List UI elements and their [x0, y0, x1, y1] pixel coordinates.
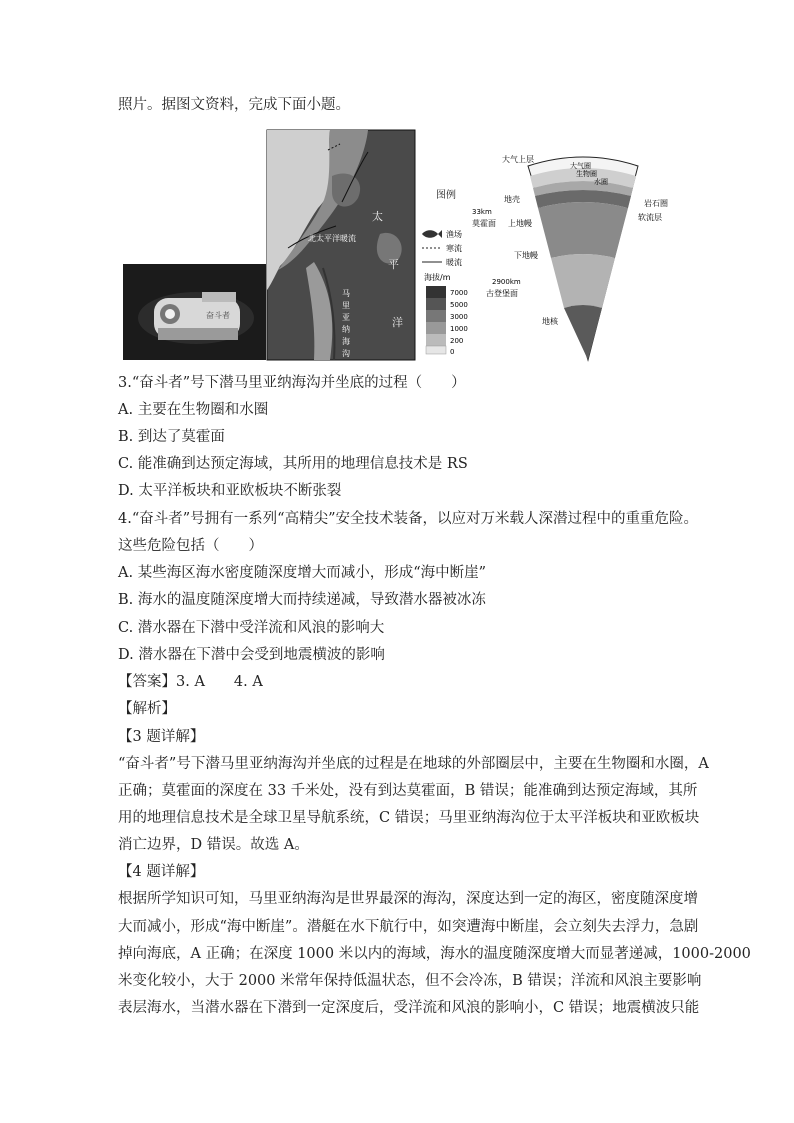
- q4-option-b: B. 海水的温度随深度增大而持续递减，导致潜水器被冰冻: [118, 592, 486, 608]
- map-label-ping: 平: [388, 258, 399, 271]
- detail4-heading: 【4 题详解】: [118, 864, 205, 880]
- q4-stem-line-2: 这些危险包括（ ）: [118, 538, 263, 554]
- earth-label-hydrosphere: 水圈: [594, 178, 608, 186]
- legend-warm: 暖流: [446, 258, 462, 267]
- map-legend: [422, 188, 468, 356]
- detail3-line-1: “奋斗者”号下潜马里亚纳海沟并坐底的过程是在地球的外部圈层中，主要在生物圈和水圈，A: [118, 756, 709, 772]
- earth-label-lithosphere: 岩石圈: [644, 199, 668, 208]
- intro-text: 照片。据图文资料，完成下面小题。: [118, 97, 350, 113]
- legend-elev-7000: 7000: [450, 289, 468, 297]
- submarine-photo: [123, 264, 266, 360]
- q3-option-d: D. 太平洋板块和亚欧板块不断张裂: [118, 483, 342, 499]
- legend-fishery: 渔场: [446, 230, 462, 239]
- legend-elev-3000: 3000: [450, 313, 468, 321]
- pacific-map: [267, 130, 415, 360]
- q4-option-d: D. 潜水器在下潜中会受到地震横波的影响: [118, 647, 385, 663]
- earth-label-upper-mantle: 上地幔: [508, 219, 532, 228]
- legend-elevation-title: 海拔/m: [424, 273, 451, 282]
- detail4-line-5: 表层海水，当潜水器在下潜到一定深度后，受洋流和风浪的影响小，C 错误；地震横波只能: [118, 1000, 700, 1016]
- earth-label-biosphere: 生物圈: [576, 170, 597, 178]
- legend-elev-5000: 5000: [450, 301, 468, 309]
- q3-option-b: B. 到达了莫霍面: [118, 429, 225, 445]
- trench-char-4: 纳: [342, 325, 350, 334]
- map-label-current: 北太平洋暖流: [308, 234, 356, 243]
- earth-label-lower-mantle: 下地幔: [514, 251, 538, 260]
- map-label-tai: 太: [372, 210, 383, 223]
- legend-title: 图例: [436, 190, 456, 201]
- legend-elev-1000: 1000: [450, 325, 468, 333]
- detail3-heading: 【3 题详解】: [118, 729, 205, 745]
- q4-option-c: C. 潜水器在下潜中受洋流和风浪的影响大: [118, 620, 385, 636]
- detail4-line-2: 大而减小，形成“海中断崖”。潜艇在水下航行中，如突遭海中断崖，会立刻失去浮力，急剧: [118, 919, 699, 935]
- earth-label-2900km: 2900km: [492, 278, 521, 286]
- q3-option-a: A. 主要在生物圈和水圈: [118, 402, 269, 418]
- earth-label-33km: 33km: [472, 208, 492, 216]
- fish-icon: [422, 230, 442, 238]
- earth-structure-diagram: [472, 154, 668, 360]
- map-label-yang: 洋: [392, 316, 403, 329]
- q3-stem: 3.“奋斗者”号下潜马里亚纳海沟并坐底的过程（ ）: [118, 375, 466, 391]
- detail3-line-3: 用的地理信息技术是全球卫星导航系统，C 错误；马里亚纳海沟位于太平洋板块和亚欧板块: [118, 810, 700, 826]
- detail3-line-4: 消亡边界，D 错误。故选 A。: [118, 837, 309, 853]
- legend-elev-200: 200: [450, 337, 464, 345]
- trench-char-3: 亚: [342, 313, 350, 322]
- detail4-line-1: 根据所学知识可知，马里亚纳海沟是世界最深的海沟，深度达到一定的海区，密度随深度增: [118, 891, 698, 907]
- legend-elev-0: 0: [450, 348, 455, 356]
- earth-label-core: 地核: [542, 317, 558, 326]
- earth-label-moho: 莫霍面: [472, 219, 496, 228]
- analysis-heading: 【解析】: [118, 701, 176, 717]
- trench-char-5: 海: [342, 337, 350, 346]
- q4-option-a: A. 某些海区海水密度随深度增大而减小，形成“海中断崖”: [118, 565, 487, 581]
- trench-char-1: 马: [342, 289, 350, 298]
- q4-stem-line-1: 4.“奋斗者”号拥有一系列“高精尖”安全技术装备，以应对万米载人深潜过程中的重重危险。: [118, 511, 698, 527]
- detail3-line-2: 正确；莫霍面的深度在 33 千米处，没有到达莫霍面，B 错误；能准确到达预定海域，其所: [118, 783, 698, 799]
- answer-line: 【答案】3. A 4. A: [118, 674, 263, 690]
- q3-option-c: C. 能准确到达预定海域，其所用的地理信息技术是 RS: [118, 456, 468, 472]
- submarine-label: 奋斗者: [206, 311, 230, 320]
- trench-char-2: 里: [342, 301, 350, 310]
- earth-label-top: 大气上层: [502, 155, 534, 164]
- detail4-line-3: 掉向海底，A 正确；在深度 1000 米以内的海域，海水的温度随深度增大而显著递减，1000-2000: [118, 946, 751, 962]
- detail4-line-4: 米变化较小，大于 2000 米常年保持低温状态，但不会冷冻，B 错误；洋流和风浪主要影响: [118, 973, 702, 989]
- figure-group: [118, 128, 678, 364]
- earth-label-atmosphere: 大气圈: [570, 162, 591, 170]
- earth-label-crust: 地壳: [504, 195, 520, 204]
- earth-label-gutenberg: 古登堡面: [486, 289, 518, 298]
- earth-label-asthenosphere: 软流层: [638, 213, 662, 222]
- trench-char-6: 沟: [342, 349, 350, 358]
- legend-cold: 寒流: [446, 244, 462, 253]
